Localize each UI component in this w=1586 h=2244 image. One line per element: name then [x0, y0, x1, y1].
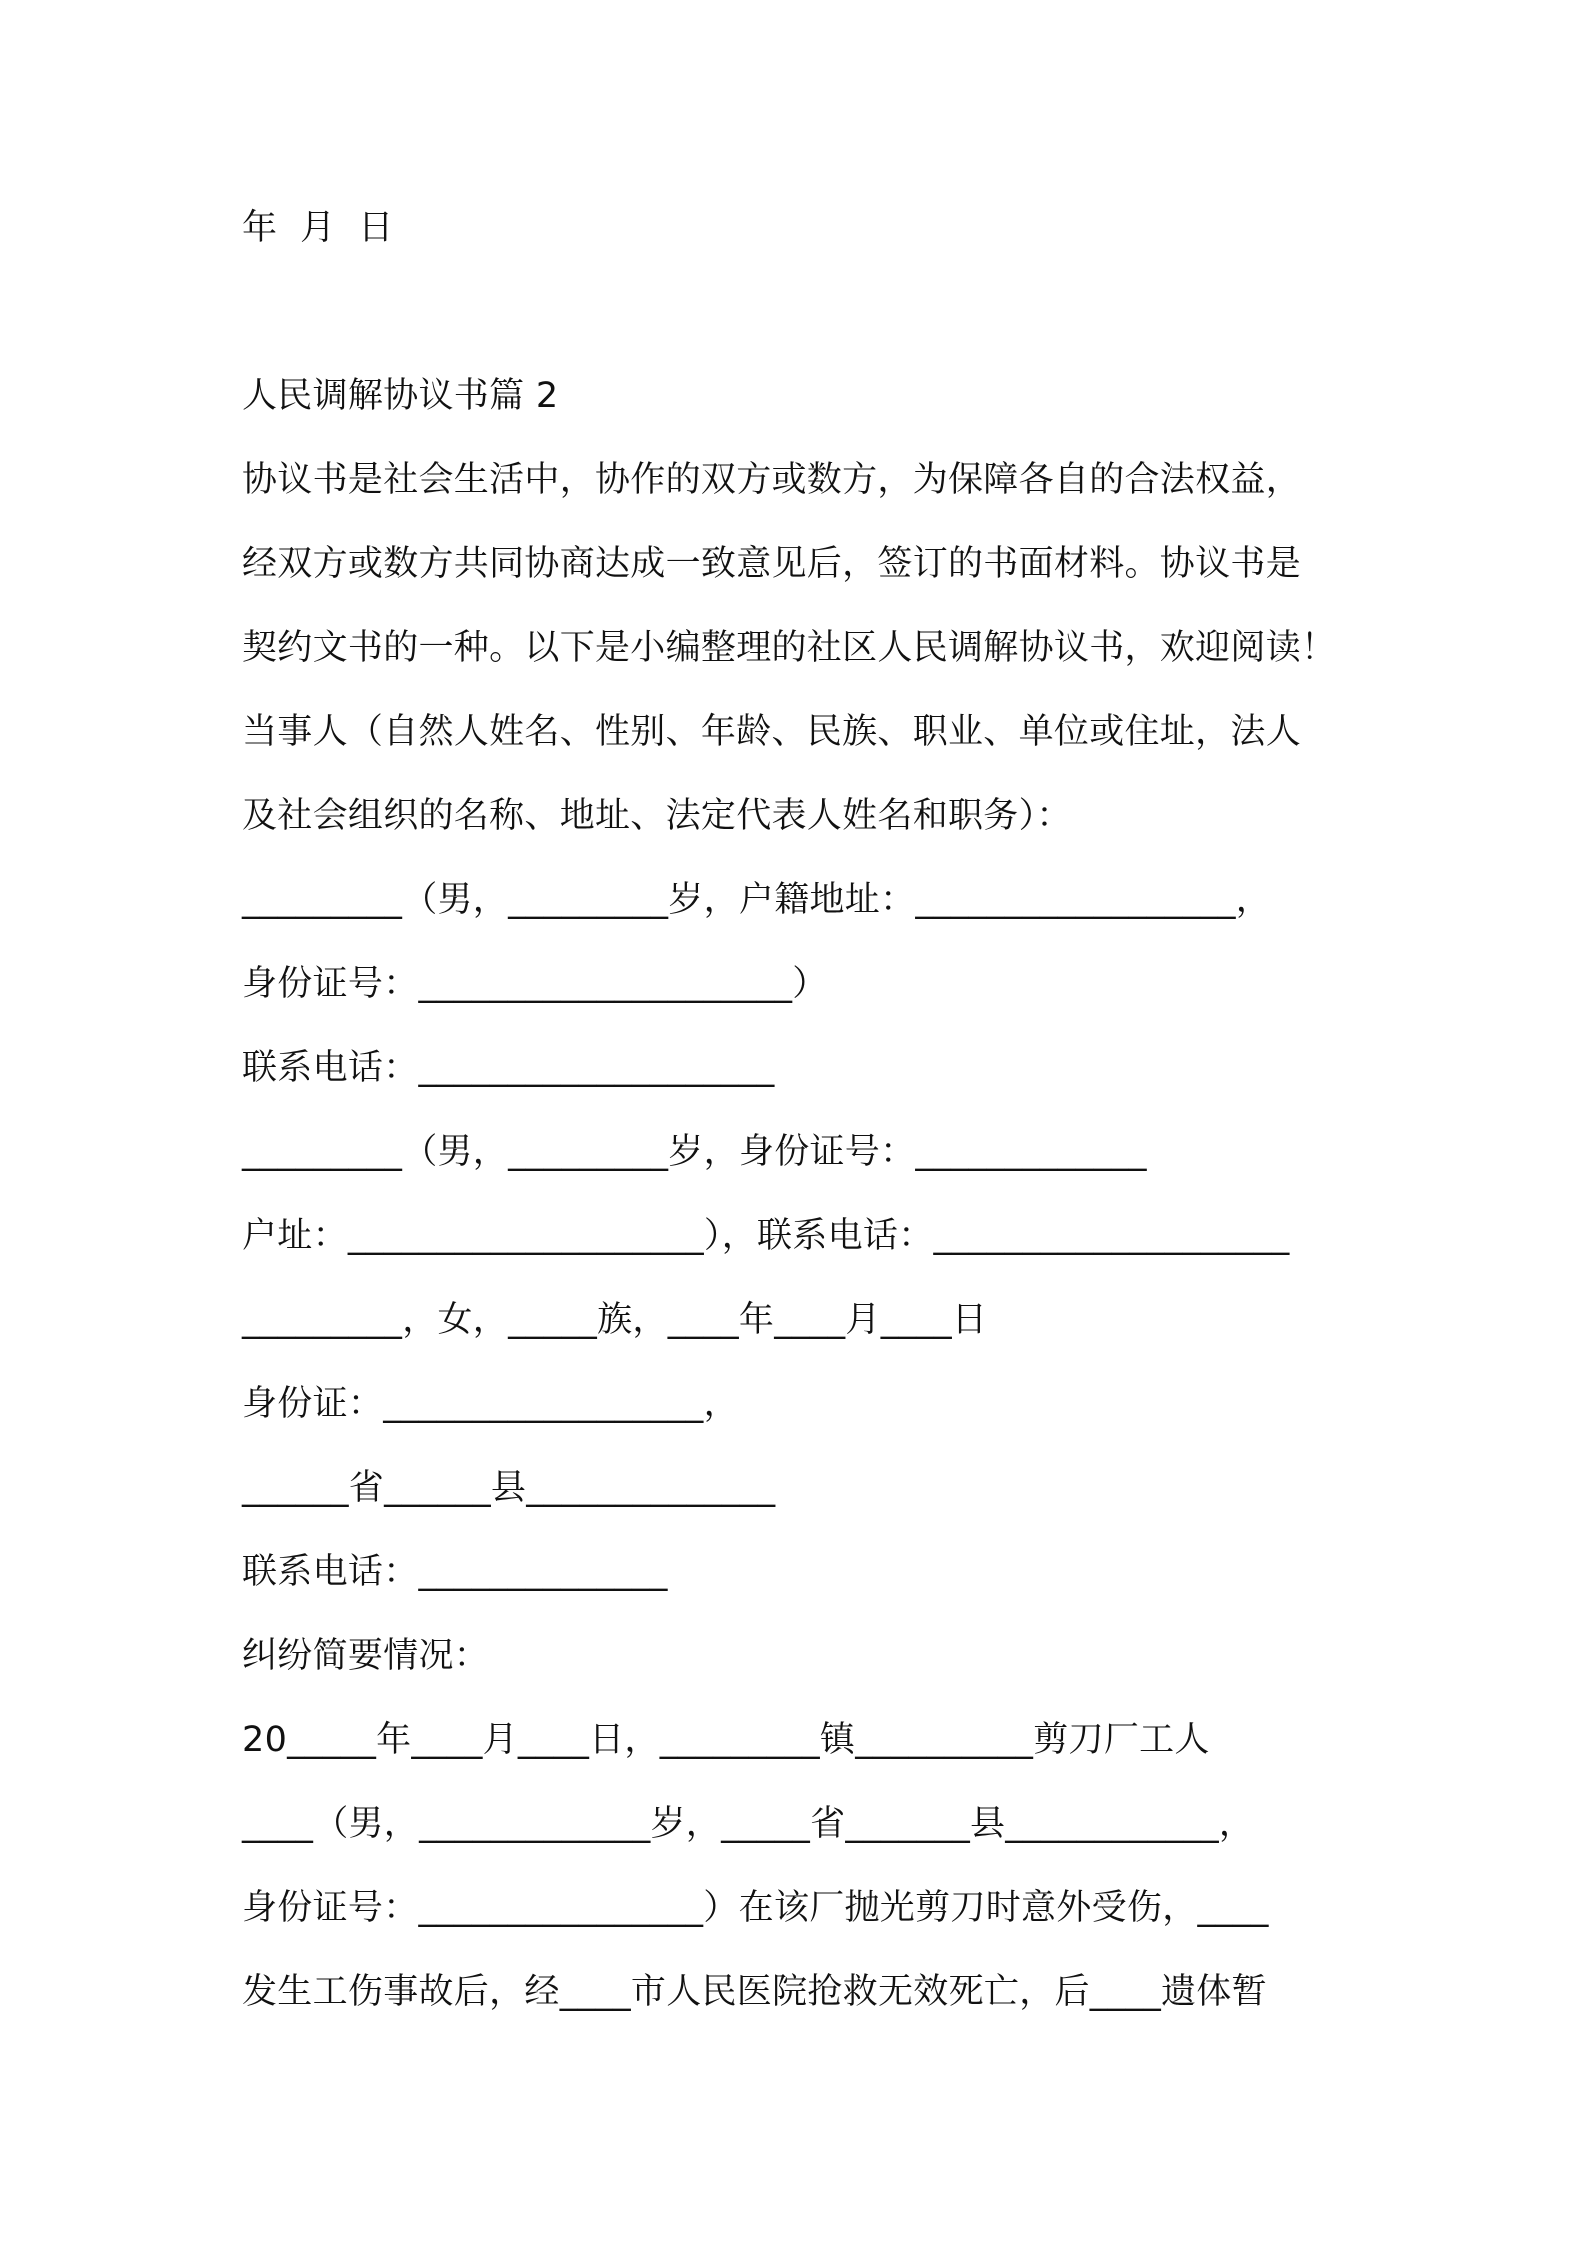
date-line: 年 月 日 — [242, 208, 394, 248]
form-line: _________，女，_____族，____年____月____日 — [242, 1300, 988, 1340]
form-line: 20_____年____月____日，_________镇__________剪刀厂工人 — [242, 1720, 1210, 1760]
dispute-heading: 纠纷简要情况： — [242, 1636, 490, 1676]
body-line: 协议书是社会生活中，协作的双方或数方，为保障各自的合法权益， — [242, 460, 1302, 500]
form-line: 发生工伤事故后，经____市人民医院抢救无效死亡，后____遗体暂 — [242, 1972, 1267, 2012]
body-line: 契约文书的一种。以下是小编整理的社区人民调解协议书，欢迎阅读！ — [242, 628, 1337, 668]
body-line: 经双方或数方共同协商达成一致意见后，签订的书面材料。协议书是 — [242, 544, 1302, 584]
form-line: _________（男，_________岁，户籍地址：__________________， — [242, 880, 1272, 920]
form-line: ______省______县______________ — [242, 1468, 776, 1508]
form-line: 联系电话：____________________ — [242, 1048, 775, 1088]
form-line: 联系电话：______________ — [242, 1552, 668, 1592]
form-line: 身份证号：________________）在该厂抛光剪刀时意外受伤，____ — [242, 1888, 1269, 1928]
body-line: 及社会组织的名称、地址、法定代表人姓名和职务）： — [242, 796, 1072, 836]
form-line: _________（男，_________岁，身份证号：_____________ — [242, 1132, 1147, 1172]
section-title: 人民调解协议书篇 2 — [242, 376, 559, 416]
form-line: 户址：____________________），联系电话：____________________ — [242, 1216, 1290, 1256]
form-line: 身份证：__________________， — [242, 1384, 739, 1424]
form-line: ____（男，_____________岁，_____省_______县____________， — [242, 1804, 1255, 1844]
form-line: 身份证号：_____________________） — [242, 964, 828, 1004]
body-line: 当事人（自然人姓名、性别、年龄、民族、职业、单位或住址，法人 — [242, 712, 1302, 752]
